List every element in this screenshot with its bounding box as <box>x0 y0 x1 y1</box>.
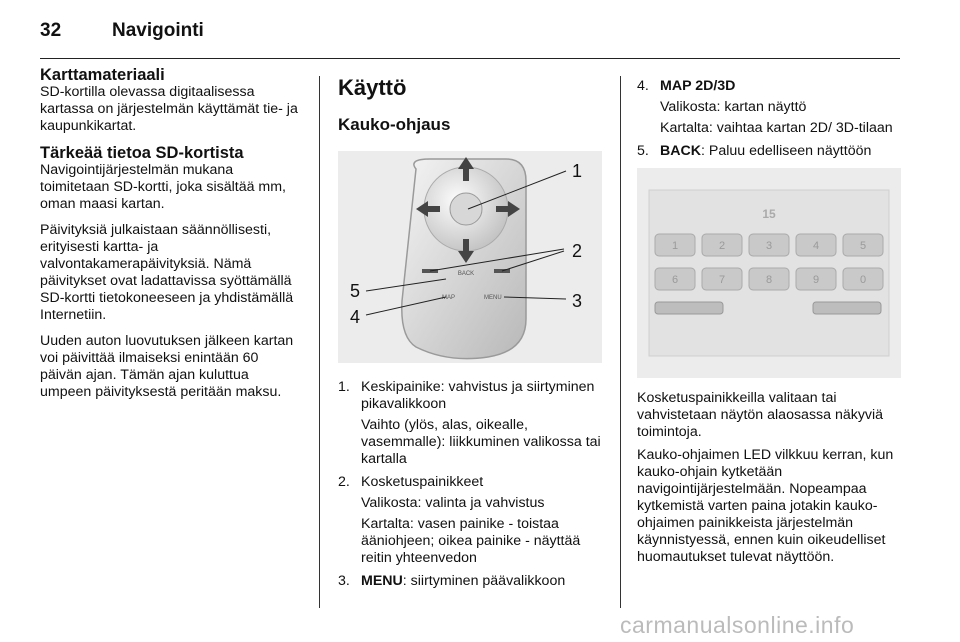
paragraph: Kosketuspainikkeilla valitaan tai vahvistetaan näytön alaosassa näkyviä toimintoja. <box>637 390 884 440</box>
callout-1: 1 <box>572 161 583 181</box>
keypad-key-label: 8 <box>765 274 773 286</box>
list-item: 5. BACK: Paluu edelliseen näyttöön <box>637 143 872 159</box>
paragraph: Kauko-ohjaimen LED vilkkuu kerran, kun kauko-ohjain kytketään navigointijärjestelmään. Nopeampaa kytkemistä varten paina jotakin kauko-ohjaimen painikkeista järjestelmän käynnistyessä, ennen kuin oikeudelliset huomautukset tulevat näyttöön. <box>637 447 894 565</box>
column-2 <box>338 66 602 596</box>
list-item: 4. MAP 2D/3D Valikosta: kartan näyttö Kartalta: vaihtaa kartan 2D/ 3D-tilaan <box>637 78 893 136</box>
list-item: 3. MENU: siirtyminen päävalikkoon <box>338 573 566 589</box>
header-rule <box>40 58 900 59</box>
footer-watermark: carmanualsonline.info <box>620 612 855 638</box>
callout-2: 2 <box>572 241 583 261</box>
keypad-display: 15 <box>762 207 776 221</box>
paragraph: Päivityksiä julkaistaan säännöllisesti, erityisesti kartta- ja valvontakamerapäivityksiä. Nämä päivitykset ovat ladattavissa syöttämällä SD-kortti tietokoneeseen ja yhdistämällä Internetiin. <box>40 222 294 323</box>
heading-kaytto: Käyttö <box>338 75 407 100</box>
soft-key-right <box>813 302 881 314</box>
keypad-key-label: 2 <box>718 240 726 252</box>
map-label: MAP <box>442 295 456 301</box>
callout-5: 5 <box>350 281 361 301</box>
heading-karttamateriaali: Karttamateriaali <box>40 66 165 84</box>
keypad-key-label: 6 <box>671 274 679 286</box>
list-item: 2. Kosketuspainikkeet Valikosta: valinta ja vahvistus Kartalta: vasen painike - toistaa ääniohjeen; oikea painike - näyttää reitin yhteenvedon <box>338 474 581 566</box>
paragraph: Navigointijärjestelmän mukana toimitetaan SD-kortti, joka sisältää mm, oman maasi kartan. <box>40 162 286 212</box>
heading-sd-info: Tärkeää tietoa SD-kortista <box>40 144 244 162</box>
keypad-key-label: 3 <box>765 240 773 252</box>
paragraph: SD-kortilla olevassa digitaalisessa kartassa on järjestelmän käyttämät tie- ja kaupunkikartat. <box>40 84 298 134</box>
keypad-key-label: 1 <box>671 240 679 252</box>
callout-3: 3 <box>572 291 583 311</box>
callout-4: 4 <box>350 307 361 327</box>
remote-control-figure <box>338 151 602 363</box>
back-label: BACK <box>457 271 475 277</box>
remote-control-illustration <box>338 151 602 363</box>
page-header <box>40 20 204 42</box>
keypad-figure <box>637 168 901 378</box>
list-item: 1. Keskipainike: vahvistus ja siirtyminen pikavalikkoon Vaihto (ylös, alas, oikealle, vasemmalle): liikkuminen valikossa tai kartalla <box>338 379 601 467</box>
keypad-key-label: 0 <box>859 274 867 286</box>
column-3 <box>637 78 901 570</box>
keypad-key-label: 4 <box>812 240 820 252</box>
column-divider <box>620 76 621 608</box>
paragraph: Uuden auton luovutuksen jälkeen kartan voi päivittää ilmaiseksi enintään 60 päivän ajan. Tämän ajan kuluttua umpeen päivityksestä peritään maksu. <box>40 333 294 400</box>
function-list <box>338 379 602 590</box>
page-number: 32 <box>40 20 62 41</box>
function-list-continued <box>637 78 901 160</box>
page-title: Navigointi <box>112 20 204 41</box>
column-1 <box>40 66 302 405</box>
keypad-key-label: 7 <box>718 274 726 286</box>
keypad-key-label: 5 <box>859 240 867 252</box>
keypad-illustration <box>637 168 901 378</box>
column-divider <box>319 76 320 608</box>
keypad-key-label: 9 <box>812 274 820 286</box>
subheading-kauko-ohjaus: Kauko-ohjaus <box>338 115 451 134</box>
soft-key-left <box>655 302 723 314</box>
center-button <box>450 193 482 225</box>
menu-label: MENU <box>484 295 502 301</box>
